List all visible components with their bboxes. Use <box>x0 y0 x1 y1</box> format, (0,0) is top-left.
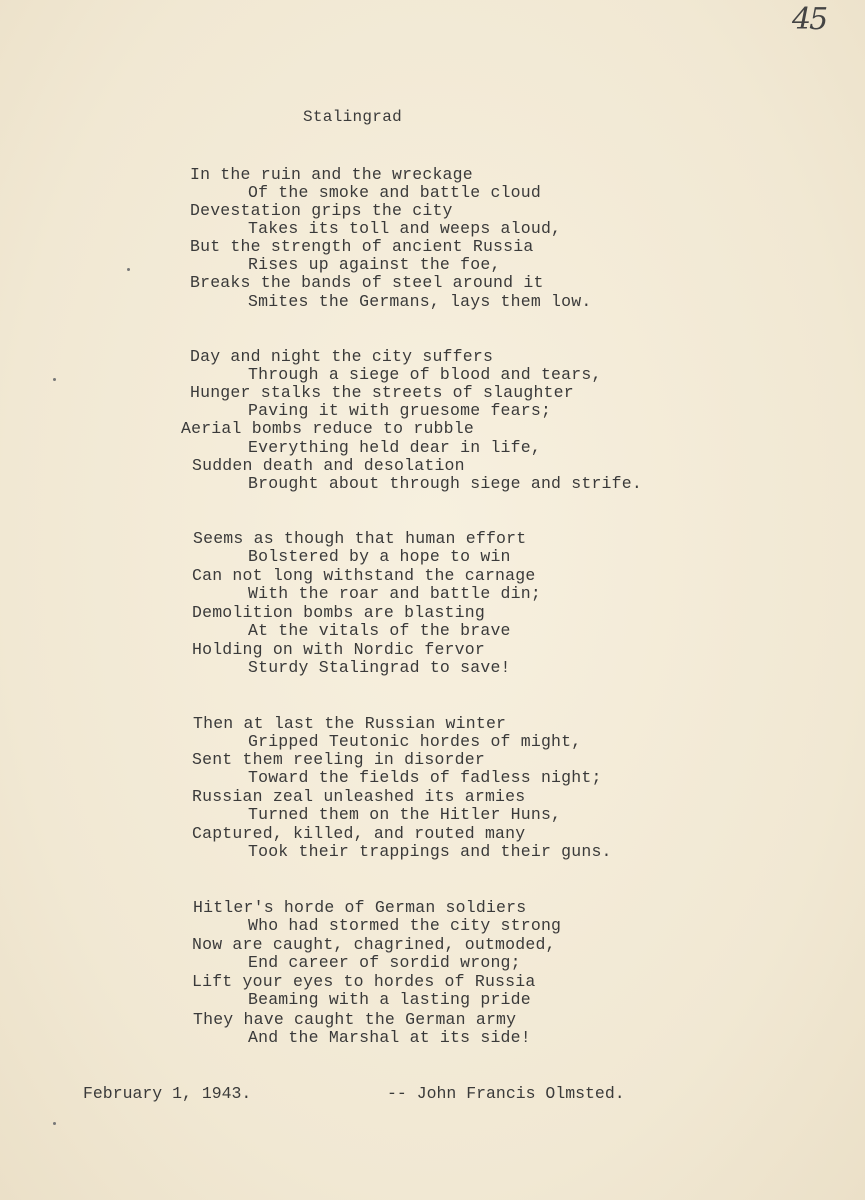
poem-line: Russian zeal unleashed its armies <box>192 787 526 806</box>
handwritten-page-number: 45 <box>792 2 827 37</box>
paper-speck <box>53 378 56 381</box>
poem-line: Hunger stalks the streets of slaughter <box>190 383 574 402</box>
poem-line: Aerial bombs reduce to rubble <box>181 419 474 438</box>
poem-line: With the roar and battle din; <box>248 584 541 603</box>
poem-line: They have caught the German army <box>193 1010 517 1029</box>
poem-line: Hitler's horde of German soldiers <box>193 898 527 917</box>
poem-line: At the vitals of the brave <box>248 621 511 640</box>
poem-line: Takes its toll and weeps aloud, <box>248 219 562 238</box>
poem-line: Smites the Germans, lays them low. <box>248 292 592 311</box>
poem-line: Can not long withstand the carnage <box>192 566 536 585</box>
poem-line: Day and night the city suffers <box>190 347 494 366</box>
poem-line: Sudden death and desolation <box>192 456 465 475</box>
poem-line: Devestation grips the city <box>190 201 453 220</box>
paper-speck <box>53 1122 56 1125</box>
poem-line: Now are caught, chagrined, outmoded, <box>192 935 556 954</box>
poem-line: Took their trappings and their guns. <box>248 842 612 861</box>
poem-line: Turned them on the Hitler Huns, <box>248 805 562 824</box>
poem-line: Rises up against the foe, <box>248 255 501 274</box>
poem-line: Sent them reeling in disorder <box>192 750 485 769</box>
poem-line: But the strength of ancient Russia <box>190 237 534 256</box>
poem-line: And the Marshal at its side! <box>248 1028 531 1047</box>
poem-line: Breaks the bands of steel around it <box>190 273 544 292</box>
poem-line: End career of sordid wrong; <box>248 953 521 972</box>
poem-line: Captured, killed, and routed many <box>192 824 526 843</box>
poem-line: Of the smoke and battle cloud <box>248 183 541 202</box>
poem-line: Brought about through siege and strife. <box>248 474 642 493</box>
poem-line: Lift your eyes to hordes of Russia <box>192 972 536 991</box>
poem-author: -- John Francis Olmsted. <box>387 1084 625 1103</box>
poem-title: Stalingrad <box>303 108 403 126</box>
poem-line: Bolstered by a hope to win <box>248 547 511 566</box>
poem-line: Holding on with Nordic fervor <box>192 640 485 659</box>
poem-line: In the ruin and the wreckage <box>190 165 473 184</box>
poem-line: Through a siege of blood and tears, <box>248 365 602 384</box>
poem-line: Toward the fields of fadless night; <box>248 768 602 787</box>
poem-line: Who had stormed the city strong <box>248 916 562 935</box>
poem-line: Gripped Teutonic hordes of might, <box>248 732 582 751</box>
poem-line: Paving it with gruesome fears; <box>248 401 552 420</box>
poem-line: Beaming with a lasting pride <box>248 990 531 1009</box>
poem-line: Everything held dear in life, <box>248 438 541 457</box>
poem-line: Then at last the Russian winter <box>193 714 507 733</box>
poem-line: Sturdy Stalingrad to save! <box>248 658 511 677</box>
poem-line: Seems as though that human effort <box>193 529 527 548</box>
poem-date: February 1, 1943. <box>83 1084 252 1103</box>
poem-line: Demolition bombs are blasting <box>192 603 485 622</box>
paper-speck <box>127 268 130 271</box>
